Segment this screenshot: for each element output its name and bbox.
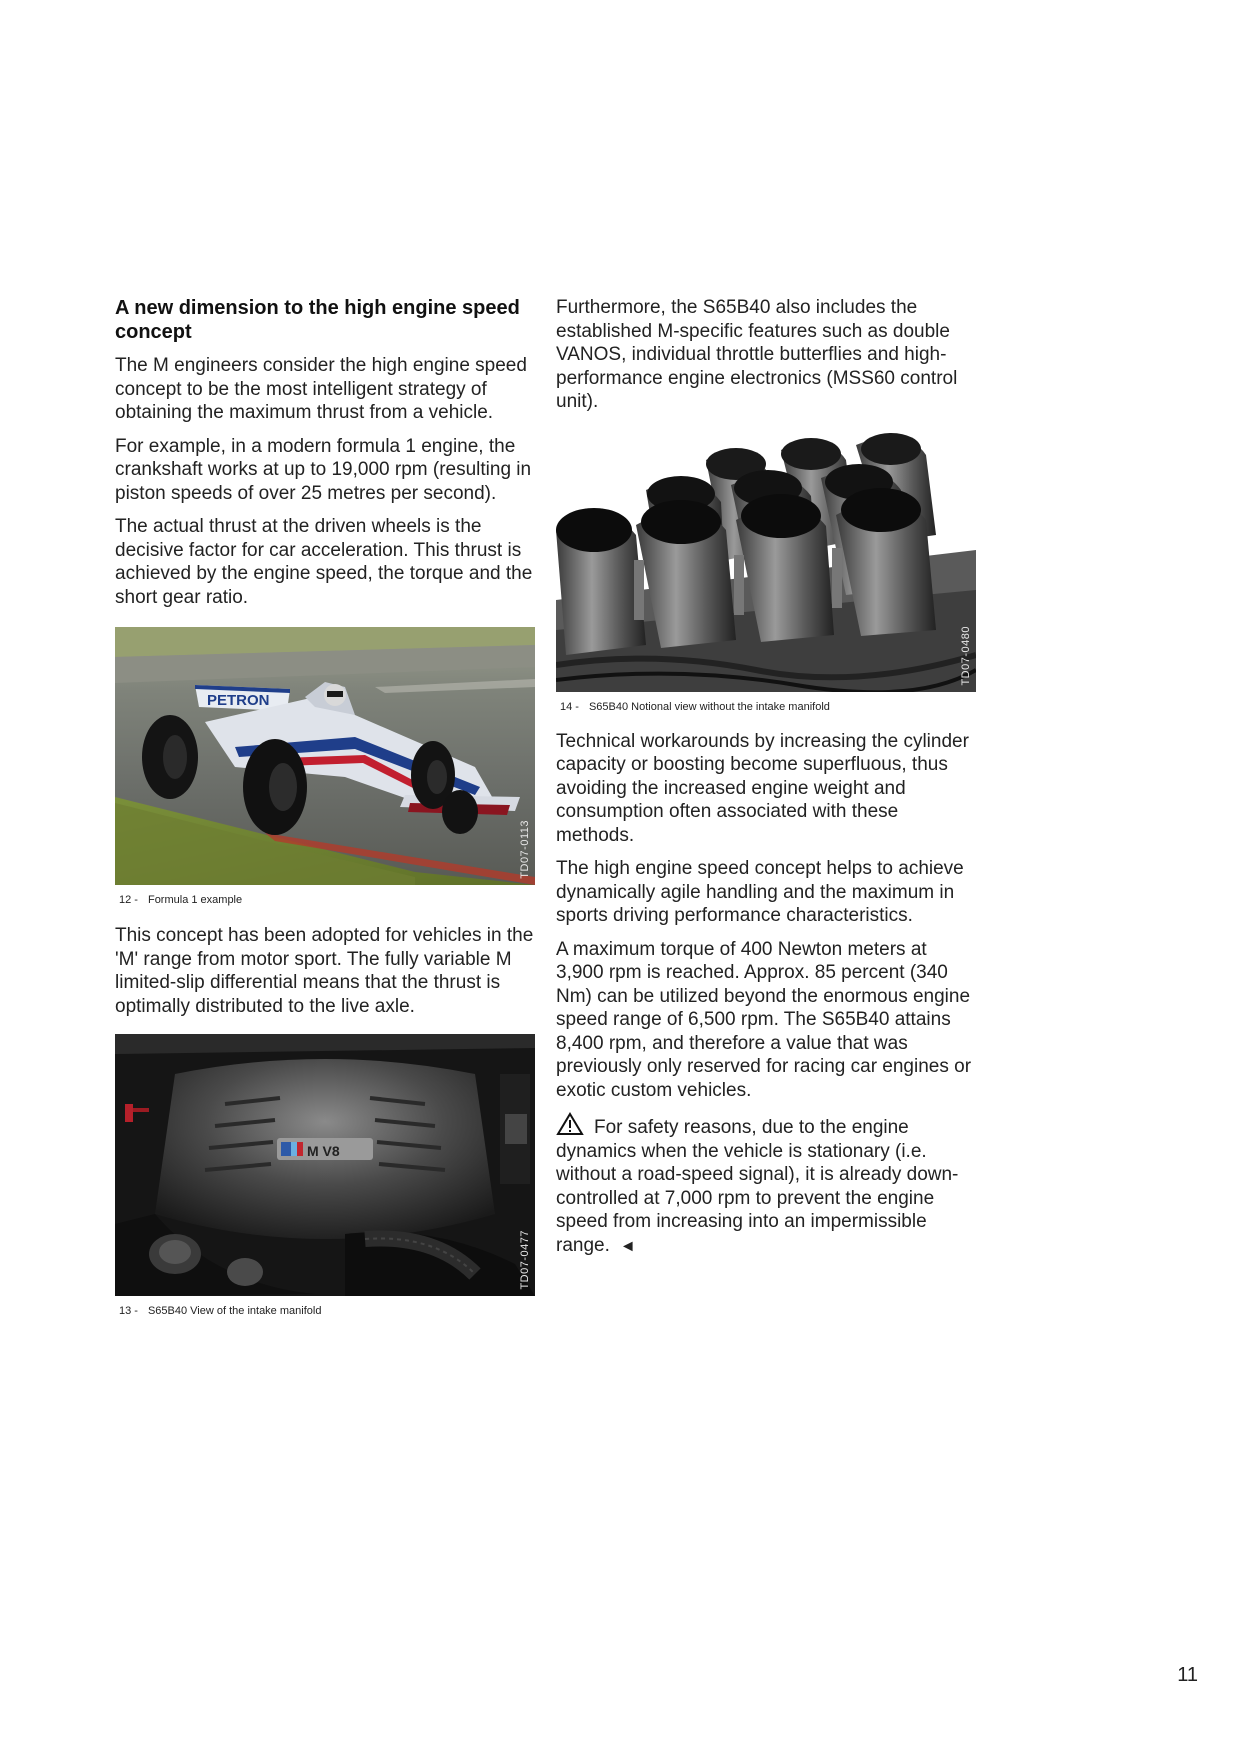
- photo-code: TD07-0477: [519, 1230, 531, 1290]
- without-manifold-photo: [556, 430, 976, 692]
- engine-bay-illustration: [115, 1034, 535, 1296]
- engine-badge: M V8: [307, 1143, 340, 1159]
- figure-caption-text: Formula 1 example: [147, 894, 243, 906]
- paragraph-high-speed-concept: The M engineers consider the high engine speed concept to be the most intelligent strategy of obtaining the maximum thrust from a vehicle.: [115, 355, 527, 423]
- page-number: 11: [1177, 1664, 1198, 1686]
- warning-paragraph: [556, 1112, 976, 1258]
- paragraph-technical-workarounds: Technical workarounds by increasing the cylinder capacity or boosting become superfluous, thus avoiding the increased engine weight and consumption often associated with these methods.: [556, 730, 969, 846]
- figure-13: [115, 1034, 535, 1318]
- left-column: [115, 296, 535, 1318]
- formula1-photo: [115, 627, 535, 885]
- formula1-illustration: [115, 627, 535, 885]
- intake-manifold-photo: [115, 1034, 535, 1296]
- figure-number: 14 -: [560, 700, 579, 713]
- paragraph-m-features: Furthermore, the S65B40 also includes the established M-specific features such as double VANOS, individual throttle butterflies and high-performance engine electronics (MSS60 control unit).: [556, 297, 958, 412]
- figure-13-caption: [119, 1304, 535, 1318]
- paragraph-m-range: This concept has been adopted for vehicles in the 'M' range from motor sport. The fully variable M limited-slip differential means that the thrust is optimally distributed to the live axle.: [115, 925, 534, 1017]
- warning-triangle-icon: [556, 1112, 584, 1136]
- throttle-bodies-illustration: [556, 430, 976, 692]
- paragraph-max-torque: A maximum torque of 400 Newton meters at 3,900 rpm is reached. Approx. 85 percent (340 Nm) can be utilized beyond the enormous engine speed range of 6,500 rpm. The S65B40 attains 8,400 rpm, and therefore a value that was previously only reserved for racing car engines or exotic custom vehicles.: [556, 938, 972, 1101]
- figure-14: [556, 430, 976, 714]
- figure-14-caption: [560, 700, 976, 714]
- section-heading: A new dimension to the high engine speed concept: [115, 297, 520, 343]
- paragraph-formula1: For example, in a modern formula 1 engine, the crankshaft works at up to 19,000 rpm (resulting in piston speeds of over 25 metres per second).: [115, 435, 532, 504]
- paragraph-actual-thrust: The actual thrust at the driven wheels is the decisive factor for car acceleration. This thrust is achieved by the engine speed, the torque and the short gear ratio.: [115, 516, 533, 608]
- photo-code: TD07-0480: [960, 625, 972, 686]
- figure-caption-text: S65B40 View of the intake manifold: [147, 1305, 322, 1317]
- livery-text: PETRON: [207, 692, 270, 709]
- figure-caption-text: S65B40 Notional view without the intake manifold: [588, 700, 830, 713]
- right-column: [556, 296, 976, 1268]
- photo-code: TD07-0113: [519, 820, 531, 879]
- figure-12: [115, 627, 535, 907]
- end-marker-icon: ◄: [619, 1237, 636, 1255]
- figure-12-caption: [119, 893, 535, 907]
- figure-number: 13 -: [119, 1305, 138, 1317]
- figure-number: 12 -: [119, 894, 138, 906]
- warning-text: For safety reasons, due to the engine dynamics when the vehicle is stationary (i.e. without a road-speed signal), it is already down-controlled at 7,000 rpm to prevent the engine speed from increasing into an impermissible range.: [556, 1117, 959, 1256]
- paragraph-agile-handling: The high engine speed concept helps to achieve dynamically agile handling and the maximum in sports driving performance characteristics.: [556, 858, 964, 926]
